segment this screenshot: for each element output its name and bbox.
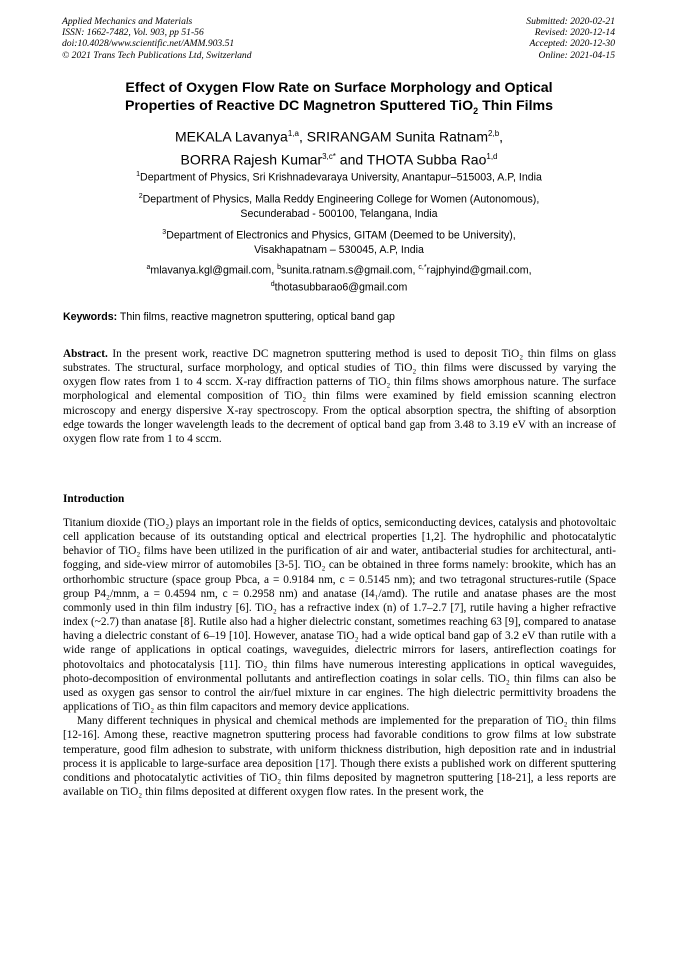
- email-d-sup: d: [270, 280, 275, 288]
- keywords-text: Thin films, reactive magnetron sputtering, optical band gap: [117, 311, 395, 323]
- authors-line-2: [60, 147, 618, 170]
- title-line-2: [60, 97, 618, 120]
- author-3: BORRA Rajesh Kumar: [180, 151, 323, 168]
- email-list: [60, 261, 618, 294]
- title-line-2-end: Thin Films: [478, 98, 554, 114]
- abstract-label: Abstract.: [63, 348, 108, 360]
- affiliation-1: [60, 168, 618, 185]
- affiliation-3-text: Department of Electronics and Physics, GITAM (Deemed to be University),: [166, 229, 516, 242]
- affiliation-3-sup: 3: [162, 229, 167, 236]
- affiliation-1-sup: 1: [136, 171, 141, 178]
- affiliation-3-line-2: Visakhapatnam – 530045, A.P, India: [254, 243, 424, 256]
- author-3-sup: 3,c*: [322, 151, 336, 161]
- abstract: [63, 347, 616, 446]
- intro-paragraph-2: Many different techniques in physical and chemical methods are implemented for the preparation of TiO₂ thin films [12-16]. Among these, reactive magnetron sputtering process had favorable conditions to grow films at low substrate temperature, good film adhesion to substrate, with uniform thickness distribution, high deposition rate and in industrial process it is applicable to large-surface area deposition [17]. Though there exists a published work on different sputtering conditions and photocatalytic activities of TiO₂ thin films deposited by magnetron sputtering [18-21], a less reports are available on TiO₂ thin films deposited at different oxygen flow rates. In the present work, the: [63, 715, 616, 798]
- journal-info: [62, 16, 252, 61]
- email-b-sup: b: [277, 264, 282, 271]
- keywords-label: Keywords:: [63, 311, 118, 323]
- revised-date: Revised: 2020-12-14: [534, 27, 615, 39]
- abstract-text: In the present work, reactive DC magnetron sputtering method is used to deposit TiO₂ thin films on glass substrates. The structural, surface morphology, and optical studies of TiO₂ thin films were discussed by varying the oxygen flow rates from 1 to 4 sccm. X-ray diffraction patterns of TiO₂ thin films shows amorphous nature. The surface morphological and elemental composition of TiO₂ thin films were examined by field emission scanning electron microscopy and energy dispersive X-ray spectroscopy. From the optical absorption spectra, the shifting of absorption edge towards the longer wavelength leads to the decrement of optical band gap from 3.48 to 3.19 eV with an increase of oxygen flow rate from 1 to 4 sccm.: [63, 348, 616, 445]
- accepted-date: Accepted: 2020-12-30: [529, 38, 615, 50]
- author-4: THOTA Subba Rao: [366, 151, 487, 168]
- doi-line: doi:10.4028/www.scientific.net/AMM.903.51: [62, 38, 235, 50]
- authors-line-1: MEKALA Lavanya$^{1,a}$, SRIRANGAM Sunita Ratnam$^{2,b}$,: [174, 128, 504, 145]
- intro-paragraph-1: Titanium dioxide (TiO₂) plays an important role in the fields of optics, semiconducting devices, catalysis and photovoltaic cell application because of its outstanding optical and electrical properties [1,2]. The hydrophilic and photocatalytic behavior of TiO₂ films have been utilized in the purification of air and water, antibacterial studies for architectural, anti-fogging, and side-view mirror of automobiles [3-5]. TiO₂ can be obtained in three forms namely: brookite, which has an orthorhombic structure (space group Pbca, a = 0.9184 nm, c = 0.5145 nm); and two tetragonal structures-rutile (Space group P4₂/mnm, a = 0.4594 nm, c = 0.2958 nm) and anatase (I4₁/amd). The rutile and anatase phases are the most commonly used in thin film industry [6]. TiO₂ has a refractive index (n) of 1.7–2.7 [7], rutile having a higher refractive index (~2.7) than anatase [8]. Rutile also had a higher dielectric constant, sometimes reaching 63 [9], compared to anatase having a dielectric constant of 6–19 [10]. However, anatase TiO₂ had a wide optical band gap of 3.2 eV than rutile with a wide range of applications in optical coatings, waveguides, dielectric mirrors for lasers, antireflection coatings for photovoltaics and photocatalysis [11]. TiO₂ thin films have numerous interesting applications in optical waveguides, photo-decomposition of environmental pollutants and antireflection coatings in solar cells. TiO₂ thin films can also be used as oxygen gas sensor to control the air/fuel mixture in car engines. The high dielectric permittivity broadens the applications of TiO₂ as thin film capacitors and memory device applications.: [63, 517, 616, 714]
- author-4-sup: 1,d: [486, 151, 498, 161]
- affiliation-2: [60, 190, 618, 221]
- email-b: sunita.ratnam.s@gmail.com,: [281, 264, 419, 277]
- author-list: [60, 124, 618, 169]
- author-2-sup: 2,b: [488, 129, 500, 138]
- submitted-date: Submitted: 2020-02-21: [526, 16, 615, 27]
- affiliation-2-sup: 2: [138, 193, 143, 200]
- introduction-body: [63, 516, 616, 799]
- affiliation-2-text: Department of Physics, Malla Reddy Engineering College for Women (Autonomous),: [142, 193, 540, 206]
- email-a: mlavanya.kgl@gmail.com,: [150, 264, 278, 277]
- title-line-1: Effect of Oxygen Flow Rate on Surface Morphology and Optical: [125, 80, 553, 96]
- affiliation-2-line-2: Secunderabad - 500100, Telangana, India: [240, 207, 438, 220]
- author-1-sup: 1,a: [287, 129, 299, 138]
- email-d: thotasubbarao6@gmail.com: [274, 281, 408, 294]
- email-c-sup: c,*: [418, 264, 427, 271]
- online-date: Online: 2021-04-15: [538, 49, 615, 61]
- author-2: SRIRANGAM Sunita Ratnam: [306, 128, 489, 145]
- email-a-sup: a: [146, 264, 151, 271]
- copyright-line: © 2021 Trans Tech Publications Ltd, Switzerland: [62, 49, 252, 61]
- affiliation-3: [60, 226, 618, 257]
- keywords: [63, 311, 395, 323]
- affiliation-1-text: Department of Physics, Sri Krishnadevaraya University, Anantapur–515003, A.P, India: [140, 171, 542, 184]
- author-and: and: [339, 151, 364, 168]
- email-c: rajphyind@gmail.com,: [426, 264, 532, 277]
- journal-name: Applied Mechanics and Materials: [62, 16, 193, 27]
- title-line-2-text: Properties of Reactive DC Magnetron Sputtered TiO: [124, 98, 474, 114]
- paper-title: [60, 79, 618, 120]
- author-1: MEKALA Lavanya: [174, 128, 288, 145]
- dates-info: [526, 16, 615, 61]
- title-subscript: 2: [473, 105, 479, 116]
- introduction-heading: Introduction: [63, 493, 125, 505]
- issn-line: ISSN: 1662-7482, Vol. 903, pp 51-56: [62, 27, 204, 39]
